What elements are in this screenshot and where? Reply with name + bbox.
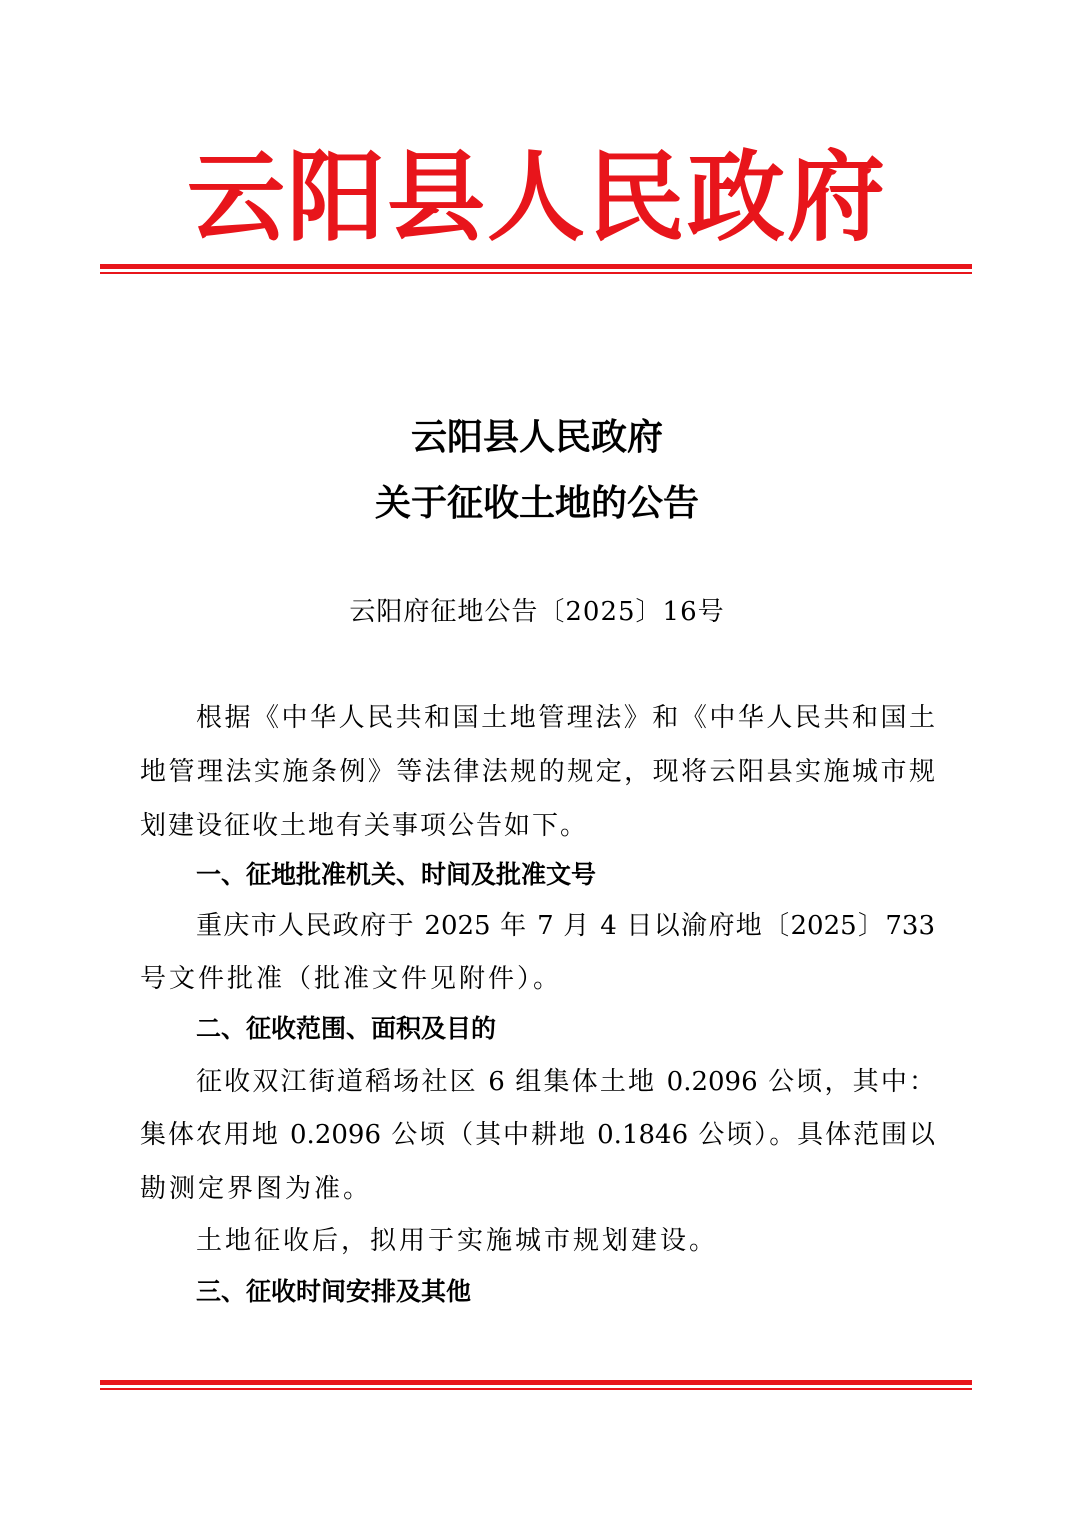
paragraph-2-line-2: 号文件批准（批准文件见附件）。 [140, 964, 563, 994]
document-title-line-2: 关于征收土地的公告 [374, 482, 699, 524]
paragraph-3-line-2: 集体农用地 0.2096 公顷（其中耕地 0.1846 公顷）。具体范围以 [140, 1120, 935, 1150]
document-number: 云阳府征地公告〔2025〕16号 [349, 597, 725, 627]
footer-divider [100, 1380, 972, 1390]
paragraph-3-line-3: 勘测定界图为准。 [140, 1174, 373, 1204]
section-heading-3: 三、征收时间安排及其他 [196, 1277, 472, 1306]
masthead-title: 云阳县人民政府 [186, 140, 887, 255]
paragraph-3-line-1: 征收双江街道稻场社区 6 组集体土地 0.2096 公顷，其中： [196, 1067, 935, 1097]
paragraph-1-line-2: 地管理法实施条例》等法律法规的规定，现将云阳县实施城市规 [140, 757, 935, 787]
section-heading-1: 一、征地批准机关、时间及批准文号 [196, 860, 597, 889]
paragraph-4-line-1: 土地征收后，拟用于实施城市规划建设。 [196, 1226, 719, 1256]
section-heading-2: 二、征收范围、面积及目的 [196, 1014, 497, 1043]
masthead-divider [100, 264, 972, 274]
document-title-line-1: 云阳县人民政府 [410, 416, 663, 458]
paragraph-1-line-3: 划建设征收土地有关事项公告如下。 [140, 811, 589, 841]
paragraph-1-line-1: 根据《中华人民共和国土地管理法》和《中华人民共和国土 [196, 703, 935, 733]
paragraph-2-line-1: 重庆市人民政府于 2025 年 7 月 4 日以渝府地〔2025〕733 [196, 911, 935, 941]
